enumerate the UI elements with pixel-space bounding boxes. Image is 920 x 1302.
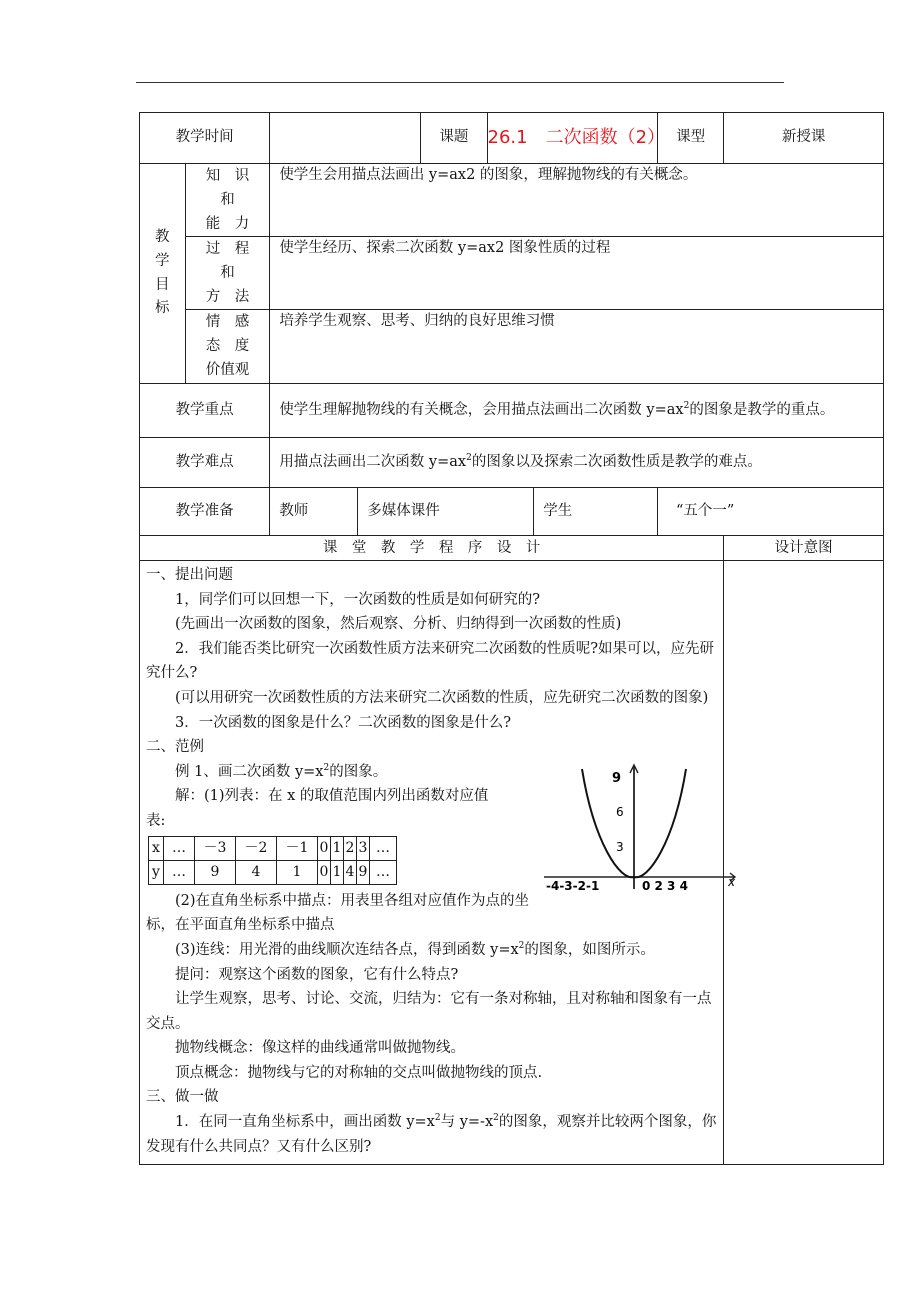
design-intent-cell xyxy=(724,561,884,1165)
header-rule xyxy=(136,82,784,83)
teacher-value: 多媒体课件 xyxy=(358,488,534,536)
solution-step-3: (3)连线：用光滑的曲线顺次连结各点，得到函数 $y=x^2$的图象，如图所示。 xyxy=(175,941,655,958)
solution-step-2: (2)在直角坐标系中描点：用表里各组对应值作为点的坐标，在平面直角坐标系中描点 xyxy=(146,892,530,934)
parabola-concept: 抛物线概念：像这样的曲线通常叫做抛物线。 xyxy=(175,1040,465,1057)
question: 1，同学们可以回想一下，一次函数的性质是如何研究的? xyxy=(175,591,540,608)
question: 2．我们能否类比研究一次函数性质方法来研究二次函数的性质呢?如果可以，应先研究什么? xyxy=(146,640,714,682)
section-heading: 三、做一做 xyxy=(146,1089,219,1106)
prompt-question: 提问：观察这个函数的图象，它有什么特点? xyxy=(175,966,459,983)
parabola-graph xyxy=(544,763,740,891)
x-tick-labels-negative: -4-3-2-1 xyxy=(546,879,600,891)
objective-category-attitude: 情 感 态 度 价值观 xyxy=(185,310,270,384)
lesson-plan-table xyxy=(139,112,884,1165)
design-intent-header: 设计意图 xyxy=(724,536,884,561)
answer: (可以用研究一次函数性质的方法来研究二次函数的性质，应先研究二次函数的图象) xyxy=(175,689,709,706)
type-label: 课型 xyxy=(658,113,724,164)
value-table xyxy=(148,836,397,885)
objective-category-process: 过 程 和 方 法 xyxy=(185,237,270,310)
teacher-label: 教师 xyxy=(270,488,358,536)
design-header: 课 堂 教 学 程 序 设 计 xyxy=(140,536,724,561)
question: 3．一次函数的图象是什么？二次函数的图象是什么? xyxy=(175,714,511,731)
time-label: 教学时间 xyxy=(140,113,270,164)
difficulty-label: 教学难点 xyxy=(140,438,270,488)
objective-category-knowledge: 知 识 和 能 力 xyxy=(185,164,270,237)
difficulty-text: 用描点法画出二次函数 $y=ax^2$的图象以及探索二次函数性质是教学的难点。 xyxy=(270,438,884,488)
y-tick-label: 3 xyxy=(616,840,624,854)
objective-process-text: 使学生经历、探索二次函数 y=ax2 图象性质的过程 xyxy=(270,237,884,310)
lesson-title: 26.1 二次函数（2） xyxy=(487,113,658,164)
section-heading: 一、提出问题 xyxy=(146,567,233,583)
objective-attitude-text: 培养学生观察、思考、归纳的良好思维习惯 xyxy=(270,310,884,384)
table-row: y … 9 4 1 0 1 4 9 … xyxy=(149,860,397,884)
objective-knowledge-text: 使学生会用描点法画出 y=ax2 的图象，理解抛物线的有关概念。 xyxy=(270,164,884,237)
key-point-label: 教学重点 xyxy=(140,384,270,438)
example-title: 例 1、画二次函数 $y=x^2$的图象。 xyxy=(175,762,388,780)
type-value: 新授课 xyxy=(724,113,884,164)
y-tick-label: 6 xyxy=(616,805,624,819)
solution-step-1-tail: 表: xyxy=(146,812,166,829)
lesson-content xyxy=(140,561,736,1165)
x-tick-labels-positive: 0 2 3 4 xyxy=(642,879,688,891)
key-point-text: 使学生理解抛物线的有关概念，会用描点法画出二次函数 $y=ax^2$的图象是教学的重点。 xyxy=(270,384,884,438)
table-row: x … －3 －2 －1 0 1 2 3 … xyxy=(149,836,397,860)
vertex-concept: 顶点概念：抛物线与它的对称轴的交点叫做抛物线的顶点. xyxy=(175,1064,543,1081)
student-label: 学生 xyxy=(534,488,658,536)
preparation-label: 教学准备 xyxy=(140,488,270,536)
student-value: “五个一” xyxy=(658,488,884,536)
discussion: 让学生观察，思考、讨论、交流，归结为：它有一条对称轴，且对称轴和图象有一点交点。 xyxy=(146,991,712,1032)
solution-step-1: 解：(1)列表：在 x 的取值范围内列出函数对应值 xyxy=(175,788,489,805)
answer: (先画出一次函数的图象，然后观察、分析、归纳得到一次函数的性质) xyxy=(175,616,622,633)
section-heading: 二、范例 xyxy=(146,739,204,756)
time-value xyxy=(270,113,421,164)
x-axis-label: x xyxy=(728,875,736,889)
practice-task: 1．在同一直角坐标系中，画出函数 $y=x^2$与 $y=-x^2$的图象，观察并比较两个图象，你发现有什么共同点？又有什么区别? xyxy=(146,1113,717,1155)
y-tick-label: 9 xyxy=(612,771,622,786)
topic-label: 课题 xyxy=(421,113,487,164)
objectives-label: 教 学 目 标 xyxy=(140,164,186,384)
